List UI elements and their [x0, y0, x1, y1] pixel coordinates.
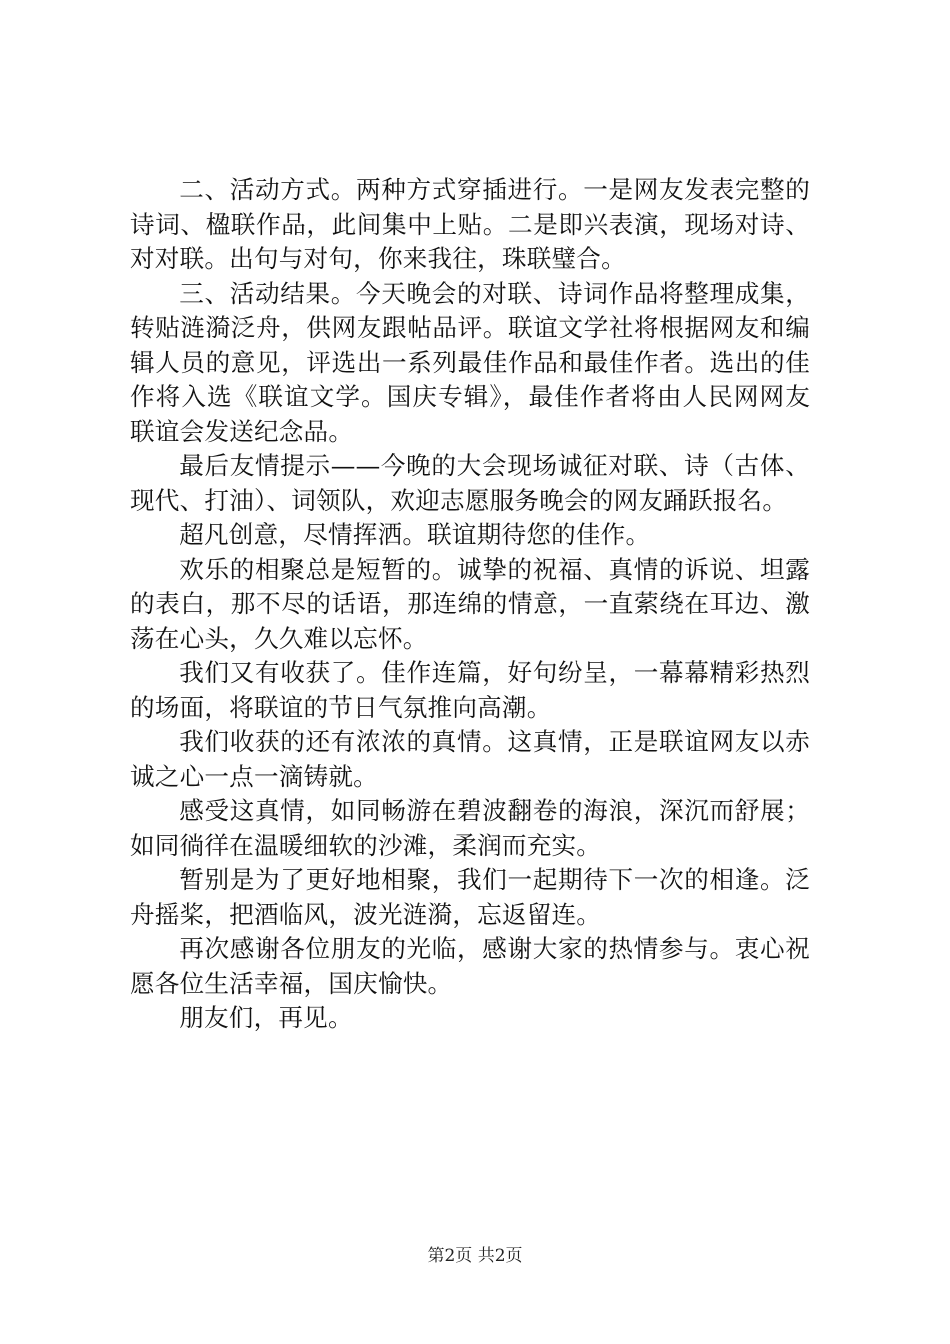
paragraph: 最后友情提示——今晚的大会现场诚征对联、诗（古体、现代、打油）、词领队，欢迎志愿服务晚会的网友踊跃报名。: [130, 451, 810, 515]
paragraph: 欢乐的相聚总是短暂的。诚挚的祝福、真情的诉说、坦露的表白，那不尽的话语，那连绵的情意，一直萦绕在耳边、激荡在心头，久久难以忘怀。: [130, 554, 810, 653]
paragraph: 感受这真情，如同畅游在碧波翻卷的海浪，深沉而舒展；如同徜徉在温暖细软的沙滩，柔润而充实。: [130, 796, 810, 860]
paragraph: 我们又有收获了。佳作连篇，好句纷呈，一幕幕精彩热烈的场面，将联谊的节日气氛推向高潮。: [130, 658, 810, 722]
paragraph: 超凡创意，尽情挥洒。联谊期待您的佳作。: [179, 520, 651, 549]
paragraph: 三、活动结果。今天晚会的对联、诗词作品将整理成集，转贴涟漪泛舟，供网友跟帖品评。联谊文学社将根据网友和编辑人员的意见，评选出一系列最佳作品和最佳作者。选出的佳作将入选《联谊文学。国庆专辑》，最佳作者将由人民网网友联谊会发送纪念品。: [130, 278, 810, 446]
paragraph: 二、活动方式。两种方式穿插进行。一是网友发表完整的诗词、楹联作品，此间集中上贴。二是即兴表演，现场对诗、对对联。出句与对句，你来我往，珠联璧合。: [130, 175, 810, 273]
paragraph: 暂别是为了更好地相聚，我们一起期待下一次的相逢。泛舟摇桨，把酒临风，波光涟漪，忘返留连。: [130, 865, 810, 929]
paragraph: 朋友们，再见。: [179, 1003, 353, 1032]
document-body: [130, 173, 810, 1036]
paragraph: 我们收获的还有浓浓的真情。这真情，正是联谊网友以赤诚之心一点一滴铸就。: [130, 727, 810, 791]
page-number-footer: 第2页 共2页: [427, 1246, 523, 1266]
paragraph: 再次感谢各位朋友的光临，感谢大家的热情参与。衷心祝愿各位生活幸福，国庆愉快。: [130, 934, 810, 998]
